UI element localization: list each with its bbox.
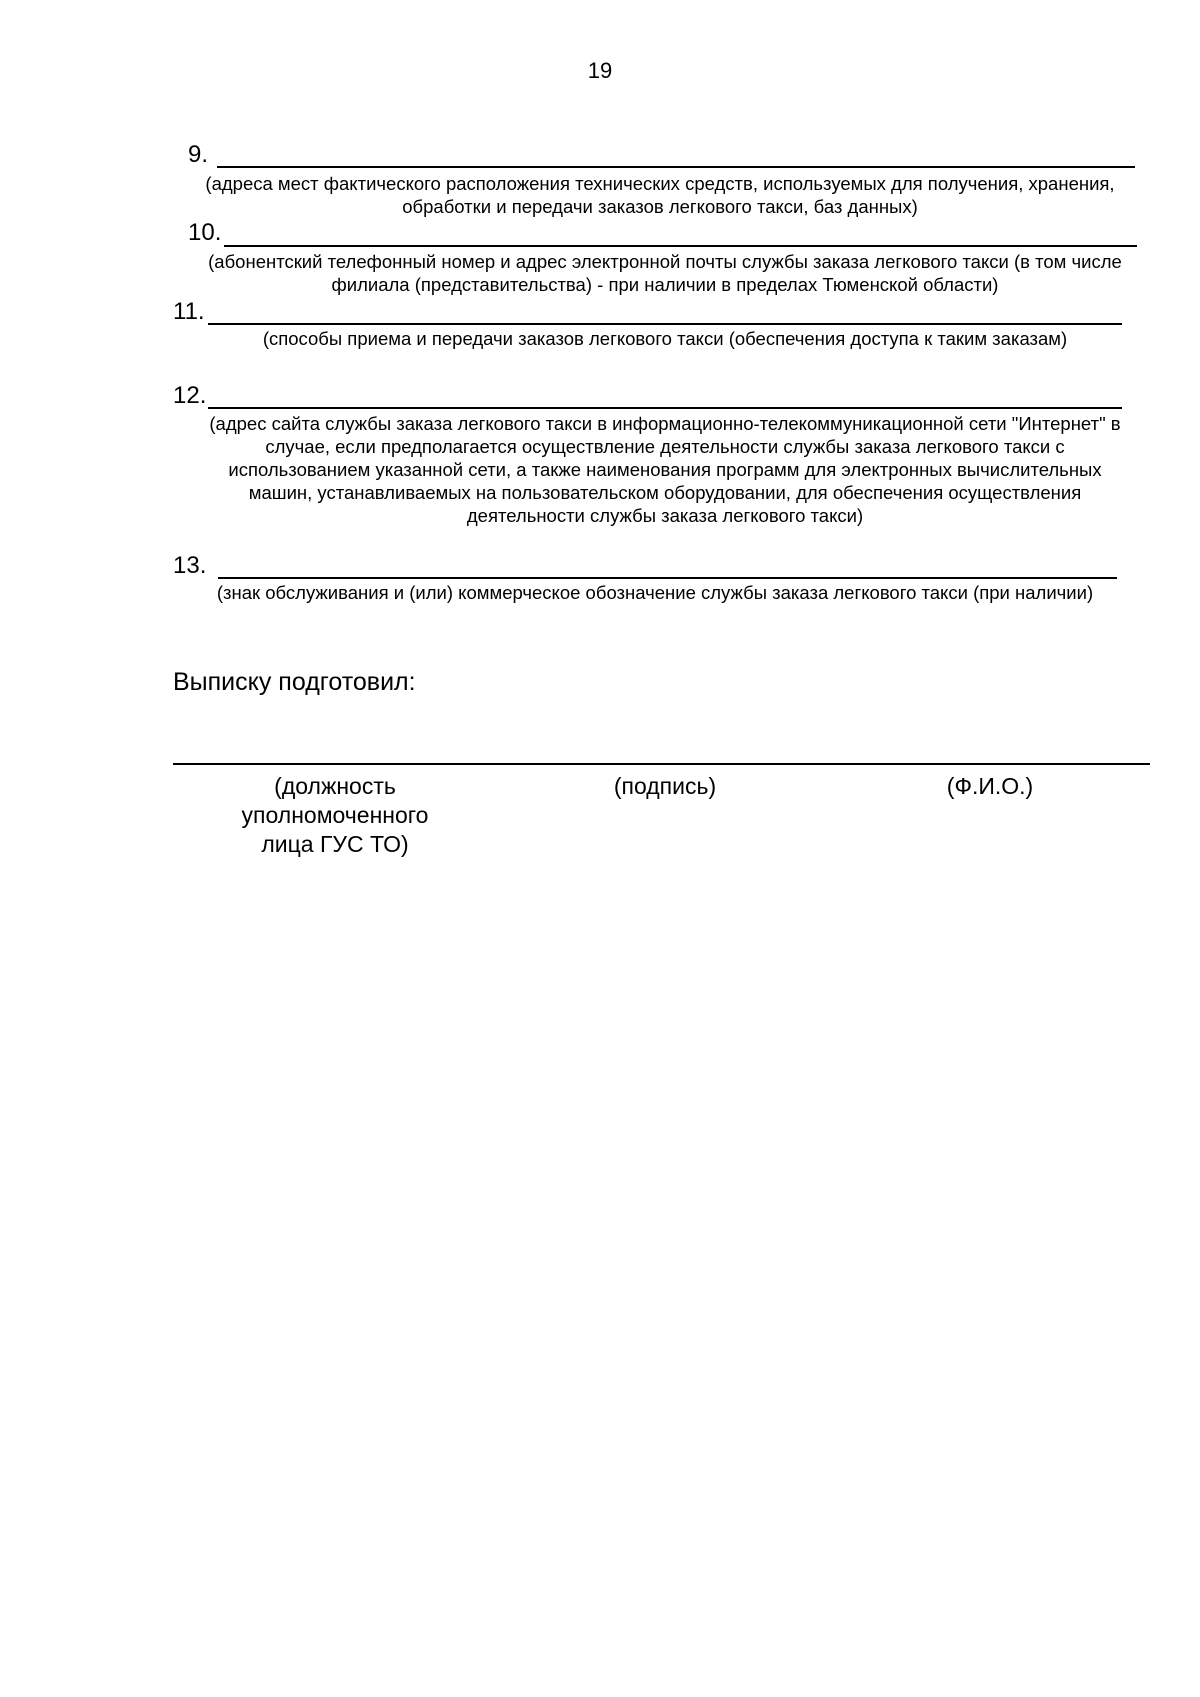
prepared-by-heading: Выписку подготовил: — [173, 668, 416, 696]
field-caption-13: (знак обслуживания и (или) коммерческое обозначение службы заказа легкового такси (при наличии) — [216, 582, 1094, 603]
signature-label: (подпись) — [613, 773, 717, 799]
field-line-12 — [208, 407, 1122, 409]
field-line-13 — [218, 577, 1117, 579]
field-line-9 — [217, 166, 1135, 168]
field-caption-11: (способы приема и передачи заказов легкового такси (обеспечения доступа к таким заказам) — [262, 328, 1068, 349]
field-caption-10: (абонентский телефонный номер и адрес электронной почты службы заказа легкового такси (в том числе филиала (представительства) - при наличии в пределах Тюменской области) — [208, 251, 1122, 295]
field-caption-12: (адрес сайта службы заказа легкового такси в информационно-телекоммуникационной сети "Интернет" в случае, если предполагается осуществление деятельности службы заказа легкового такси с использованием указанной сети, а также наименования программ для электронных вычислительных машин, устанавливаемых на пользовательском оборудовании, для обеспечения осуществления деятельности службы заказа легкового такси) — [209, 413, 1121, 526]
field-number-13: 13. — [173, 552, 207, 579]
field-number-10: 10. — [188, 219, 222, 246]
field-number-11: 11. — [173, 298, 205, 325]
field-caption-9: (адреса мест фактического расположения технических средств, используемых для получения, хранения, обработки и передачи заказов легкового такси, баз данных) — [205, 173, 1115, 217]
page-number: 19 — [587, 58, 613, 83]
field-line-11 — [208, 323, 1122, 325]
field-number-9: 9. — [188, 141, 209, 168]
field-line-10 — [224, 245, 1137, 247]
name-label: (Ф.И.О.) — [946, 773, 1034, 799]
signature-line — [173, 763, 1150, 765]
position-label: (должность уполномоченного лица ГУС ТО) — [241, 773, 429, 857]
field-number-12: 12. — [173, 382, 207, 409]
